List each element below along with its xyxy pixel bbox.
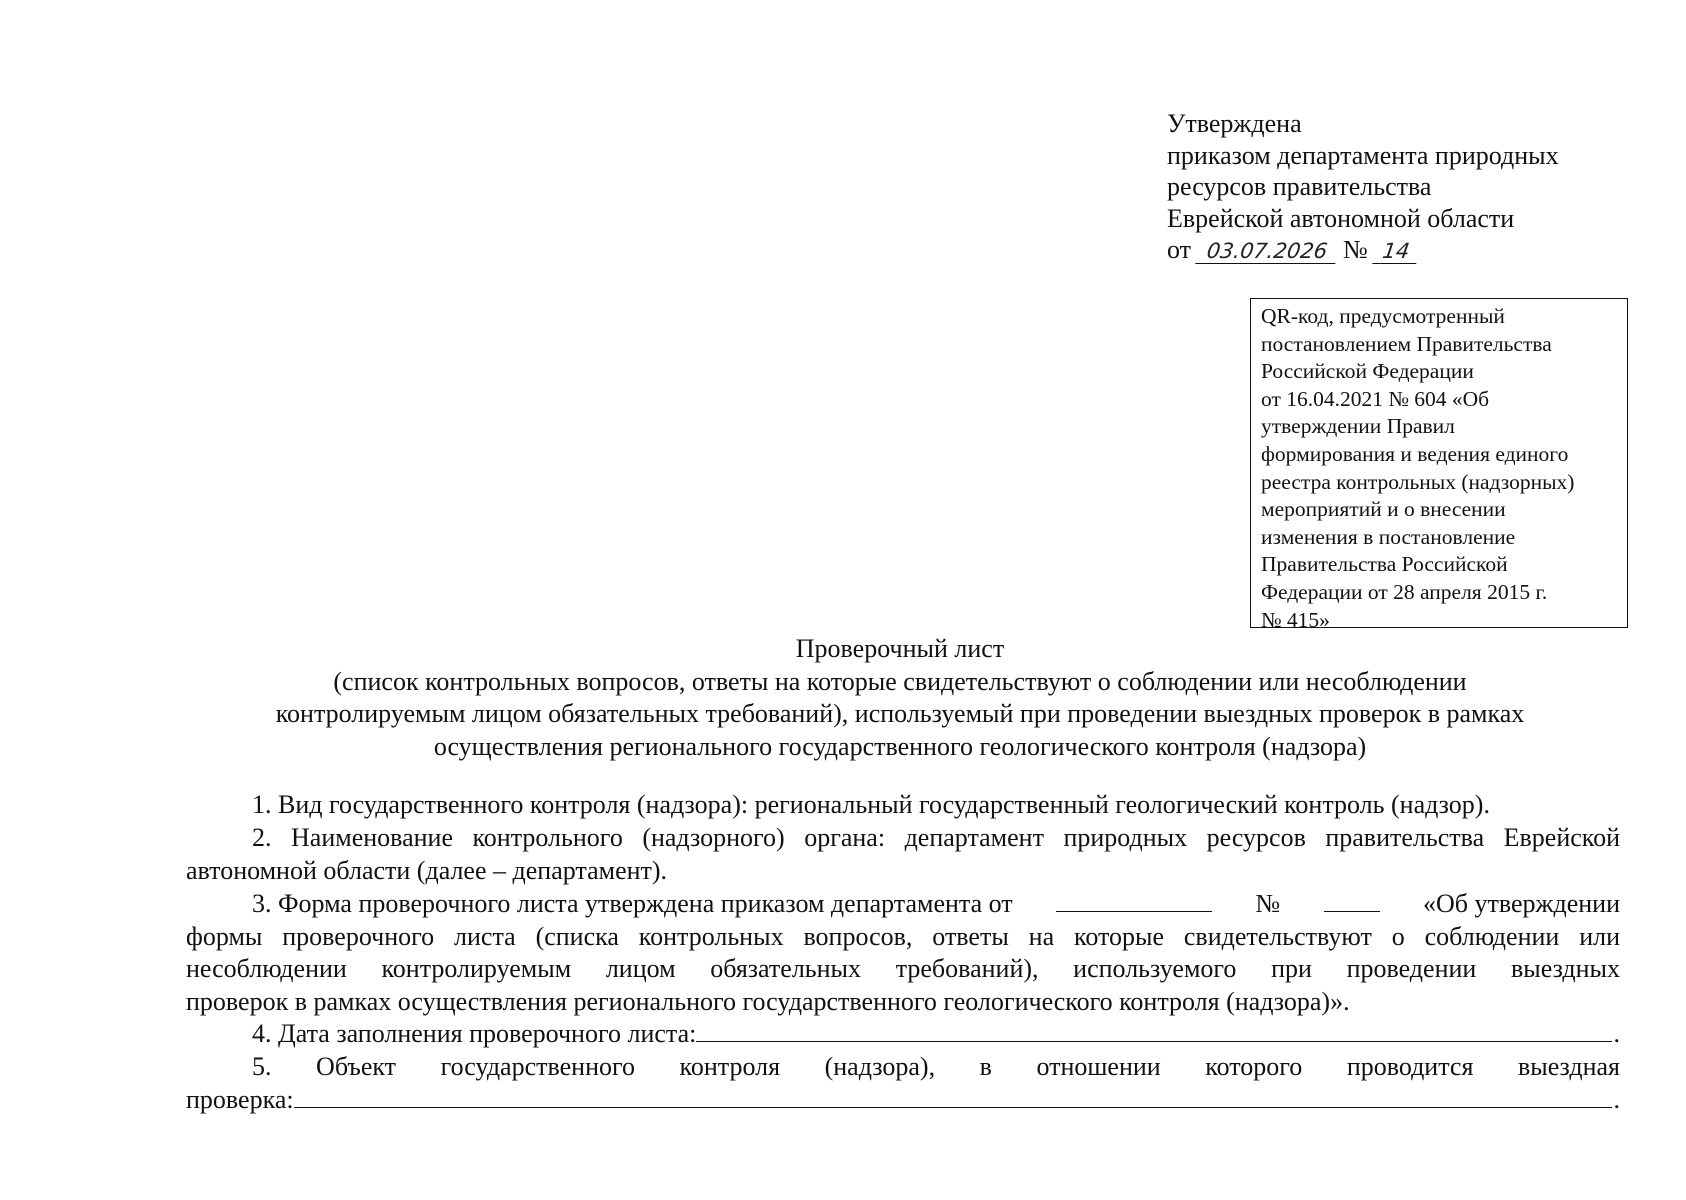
qr-box-line: Федерации от 28 апреля 2015 г. bbox=[1261, 579, 1548, 604]
item-2-line-1: 2. Наименование контрольного (надзорного) органа: департамент природных ресурсов правительства Еврейской bbox=[252, 823, 1620, 852]
qr-box-line: утверждении Правил bbox=[1261, 414, 1455, 439]
qr-box-line: формирования и ведения единого bbox=[1261, 441, 1569, 466]
qr-box-line: Российской Федерации bbox=[1261, 359, 1474, 384]
item-5-label: проверка: bbox=[186, 1084, 294, 1114]
item-3-line-3: несоблюдении контролируемым лицом обязательных требований), используемого при проведении выездных bbox=[186, 954, 1620, 983]
title-subtitle-line-2: контролируемым лицом обязательных требований), используемый при проведении выездных проверок в рамках bbox=[275, 699, 1525, 728]
document-title bbox=[180, 633, 1620, 763]
handwritten-number: 14 bbox=[1372, 239, 1420, 264]
item-5 bbox=[186, 1051, 1620, 1116]
title-subtitle-line-3: осуществления регионального государственного геологического контроля (надзора) bbox=[433, 731, 1367, 761]
qr-box-line: от 16.04.2021 № 604 «Об bbox=[1261, 386, 1490, 411]
qr-box-line: реестра контрольных (надзорных) bbox=[1261, 469, 1575, 494]
qr-box-line: изменения в постановление bbox=[1261, 524, 1516, 549]
ot-label: от bbox=[1167, 235, 1192, 264]
qr-box-line: постановлением Правительства bbox=[1261, 331, 1552, 356]
qr-box-line: мероприятий и о внесении bbox=[1261, 497, 1506, 522]
order-date-blank[interactable] bbox=[1056, 891, 1212, 912]
approval-line-2: приказом департамента природных bbox=[1167, 140, 1559, 170]
item-4-line bbox=[186, 1018, 1620, 1051]
title-subtitle-line-1: (список контрольных вопросов, ответы на которые свидетельствуют о соблюдении или несоблюдении bbox=[333, 666, 1467, 696]
approval-line-3: ресурсов правительства bbox=[1167, 172, 1432, 201]
item-1 bbox=[186, 789, 1620, 822]
handwritten-date: 03.07.2026 bbox=[1195, 239, 1339, 264]
item-3 bbox=[186, 888, 1620, 1018]
order-number-blank[interactable] bbox=[1324, 891, 1380, 912]
item-4-period: . bbox=[1613, 1019, 1620, 1048]
item-3-order-text: 3. Форма проверочного листа утверждена приказом департамента от bbox=[252, 889, 1013, 918]
item-5-line-2 bbox=[186, 1084, 1620, 1117]
title-heading: Проверочный лист bbox=[795, 634, 1005, 663]
item-5-line-1: 5. Объект государственного контроля (надзора), в отношении которого проводится выездная bbox=[252, 1052, 1620, 1081]
item-3-number-sign: № bbox=[1255, 889, 1281, 918]
item-2-line-2: автономной области (далее – департамент). bbox=[186, 855, 668, 885]
item-3-line-1 bbox=[186, 888, 1620, 921]
approval-block bbox=[1167, 108, 1647, 266]
item-4 bbox=[186, 1018, 1620, 1051]
fill-date-blank[interactable] bbox=[696, 1021, 1611, 1042]
qr-box-line: № 415» bbox=[1261, 607, 1330, 632]
approval-date-line bbox=[1167, 234, 1647, 266]
item-3-order-title-start: «Об утверждении bbox=[1422, 889, 1620, 918]
qr-box-line: QR-код, предусмотренный bbox=[1261, 304, 1505, 328]
item-3-line-4: проверок в рамках осуществления регионального государственного геологического контроля (надзора)». bbox=[186, 986, 1350, 1016]
item-5-period: . bbox=[1613, 1084, 1620, 1114]
approval-line-4: Еврейской автономной области bbox=[1167, 203, 1515, 233]
item-4-label: 4. Дата заполнения проверочного листа: bbox=[252, 1019, 697, 1048]
number-label: № bbox=[1343, 235, 1368, 264]
item-2 bbox=[186, 822, 1620, 887]
qr-box-line: Правительства Российской bbox=[1261, 552, 1508, 577]
qr-code-box bbox=[1250, 298, 1628, 632]
item-3-line-2: формы проверочного листа (списка контрольных вопросов, ответы на которые свидетельствуют о соблюдении или bbox=[186, 921, 1620, 951]
inspection-object-blank[interactable] bbox=[294, 1087, 1612, 1108]
item-1-text: 1. Вид государственного контроля (надзора): региональный государственный геологический контроль (надзор). bbox=[252, 790, 1490, 819]
approval-line-1: Утверждена bbox=[1167, 109, 1302, 138]
